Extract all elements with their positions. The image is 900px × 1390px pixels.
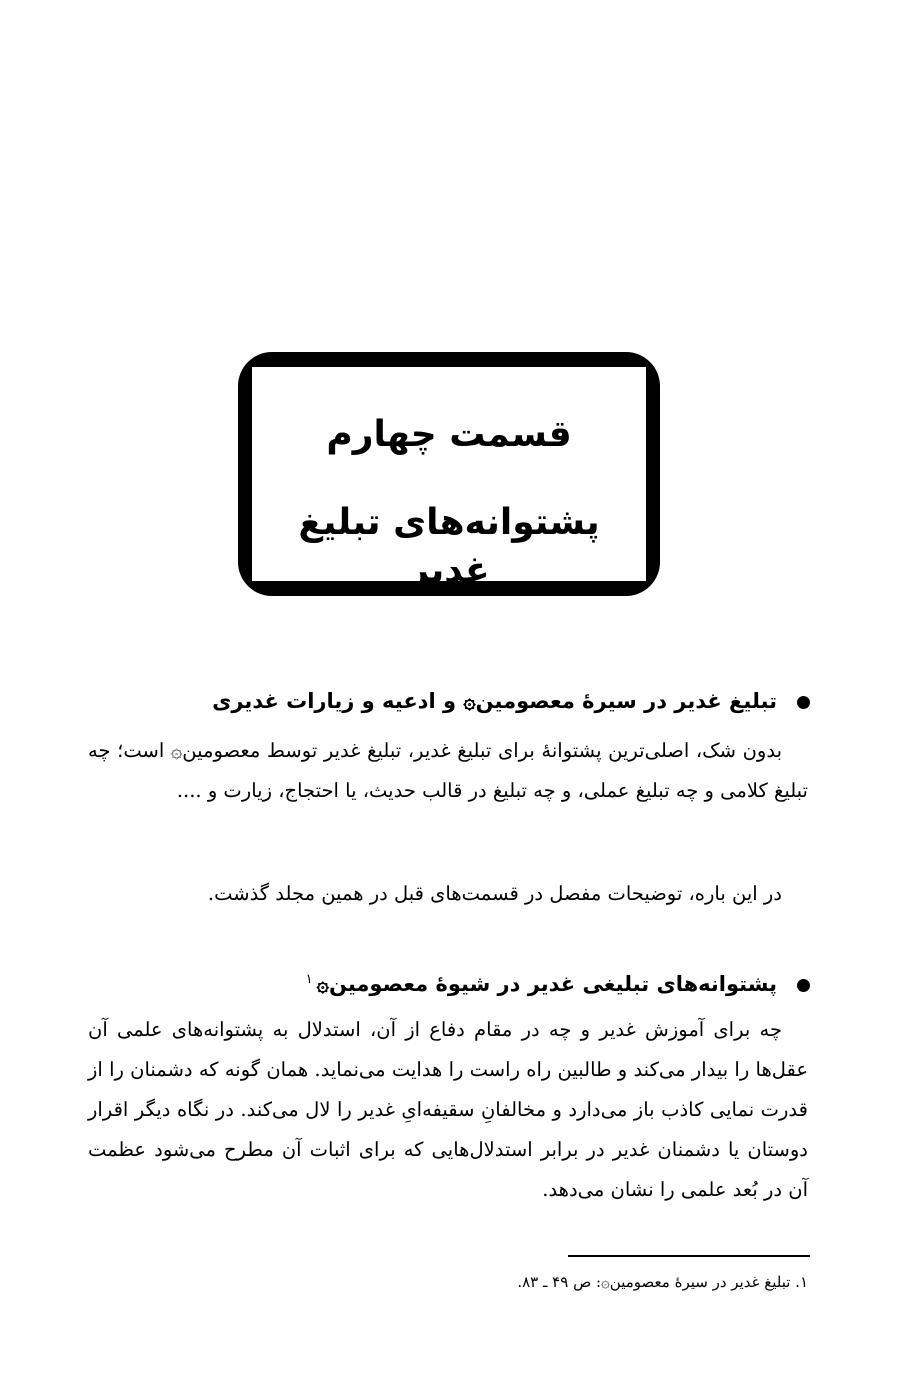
section-heading-1-text: تبلیغ غدیر در سیرۀ معصومین۞ و ادعیه و زیارات غدیری (212, 689, 777, 713)
part-title-frame (238, 352, 660, 596)
part-number-title: قسمت چهارم (326, 414, 572, 455)
part-subject-title: پشتوانه‌های تبلیغ غدیر (298, 502, 600, 591)
section-2-paragraph-1: چه برای آموزش غدیر و چه در مقام دفاع از آن، استدلال به پشتوانه‌های علمی آن عقل‌ها را بیدار می‌کند و طالبین راه راست را هدایت می‌نماید. همان گونه که دشمنان را از قدرت نمایی کاذب باز می‌دارد و مخالفانِ سقیفه‌ایِ غدیر را لال می‌کند. در نگاه دیگر اقرار دوستان یا دشمنان غدیر در برابر استدلال‌هایی که برای اثبات آن مطرح می‌شود عظمت آن در بُعد علمی را نشان می‌دهد. (88, 1018, 808, 1201)
section-heading-2-text: پشتوانه‌های تبلیغی غدیر در شیوۀ معصومین۞ (316, 972, 777, 996)
section-heading-2 (90, 965, 810, 999)
footnote-text: ۱. تبلیغ غدیر در سیرۀ معصومین۞: ص ۴۹ ـ ۸۳. (517, 1273, 808, 1291)
footnote-reference: ۱ (305, 972, 313, 987)
footnote-divider (568, 1255, 810, 1257)
part-title-inner (250, 365, 648, 591)
section-1-paragraph-2: در این باره، توضیحات مفصل در قسمت‌های قبل در همین مجلد گذشت. (207, 882, 782, 905)
section-1-paragraph-1: بدون شک، اصلی‌ترین پشتوانۀ برای تبلیغ غدیر، تبلیغ غدیر توسط معصومین۞ است؛ چه تبلیغ کلامی و چه تبلیغ عملی، و چه تبلیغ در قالب حدیث، یا احتجاج، زیارت و .... (88, 739, 808, 802)
section-heading-1 (90, 686, 810, 716)
bullet-icon (797, 979, 810, 992)
bullet-icon (797, 696, 810, 709)
